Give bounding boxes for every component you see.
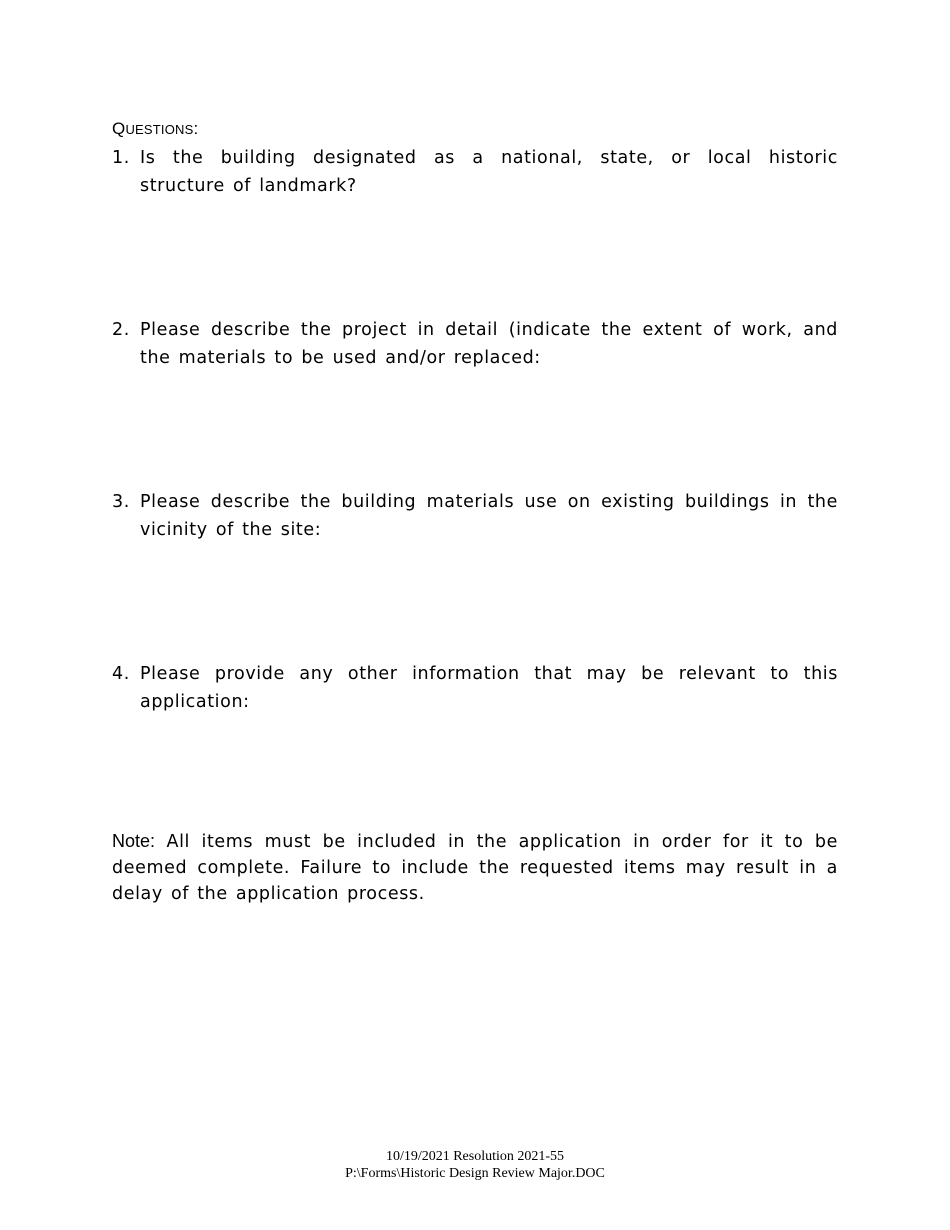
question-number: 3. [112,492,130,512]
footer-resolution: 10/19/2021 Resolution 2021-55 [385,1149,565,1164]
question-text: Please describe the project in detail (indicate the extent of work, and the materials to be used and/or replaced: [140,320,838,368]
question-text: Please provide any other information that may be relevant to this application: [140,664,838,712]
question-number: 1. [112,148,130,168]
question-1 [112,144,838,200]
question-4 [112,660,838,716]
note-text: All items must be included in the application in order for it to be deemed complete. Failure to include the requested items may result in a delay of the application process. [112,832,838,904]
question-text: Please describe the building materials use on existing buildings in the vicinity of the site: [140,492,838,540]
heading-colon: : [193,119,199,138]
note-label: Note: [112,831,156,851]
page-footer [0,1148,950,1182]
note-paragraph [112,828,838,907]
question-number: 2. [112,320,130,340]
question-3 [112,488,838,544]
question-2 [112,316,838,372]
question-number: 4. [112,664,130,684]
question-text: Is the building designated as a national, state, or local historic structure of landmark? [140,148,838,196]
section-heading [112,119,198,139]
heading-initial: Q [112,119,126,138]
heading-rest: UESTIONS [125,122,194,137]
footer-file-path: P:\Forms\Historic Design Review Major.DOC [345,1166,605,1181]
